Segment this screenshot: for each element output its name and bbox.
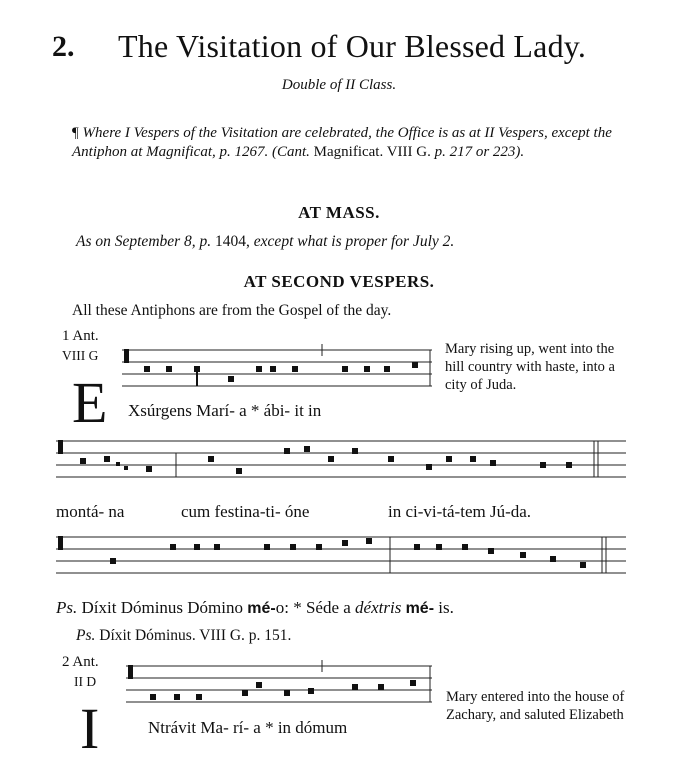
feast-number: 2. (52, 30, 75, 63)
antiphon1-label: 1 Ant. (62, 328, 99, 344)
antiphon1-lyric-line1: Xsúrgens Marí- a * ábi- it in (128, 401, 322, 420)
antiphon2-translation: Mary entered into the house of Zachary, and saluted Elizabeth (446, 689, 625, 723)
mass-text-a: As on September 8, p. (76, 233, 212, 250)
mass-text-c: except what is proper for July 2. (253, 233, 455, 250)
mass-text-b: 1404, (215, 233, 250, 250)
antiphon1-initial: E (72, 370, 108, 435)
antiphon2-label: 2 Ant. (62, 654, 99, 670)
psalm1-text-a: Díxit Dóminus Dómino (81, 598, 244, 617)
antiphon2-initial: I (80, 696, 100, 761)
psalm1-ps: Ps. (56, 598, 78, 617)
feast-rank: Double of II Class. (281, 77, 397, 93)
rubric-page: p. 217 or 223). (434, 144, 525, 160)
psalm1-text-f: is. (438, 598, 454, 617)
psalm1-text-c: o: * Séde a (275, 598, 351, 617)
antiphon1-lyric-b: cum festina-ti- óne (181, 502, 310, 521)
psalm1-text-b: mé- (247, 600, 276, 617)
antiphon1-lyric-a: montá- na (56, 502, 125, 521)
rubric-canticle: Magnificat. VIII G. (313, 144, 431, 160)
antiphon1-lyric-c: in ci-vi-tá-tem Jú-da. (388, 502, 532, 521)
vespers-heading: AT SECOND VESPERS. (243, 272, 435, 291)
psalm1-text-d: déxtris (355, 598, 402, 617)
antiphon1-mode: VIII G (62, 348, 99, 363)
rubric-mark: ¶ (72, 125, 79, 141)
antiphon2-mode: II D (74, 674, 97, 689)
rubric-text: Where I Vespers of the Visitation are celebrated, the Office is as at II Vespers, except the Antiphon at Magnificat, p. 1267. (Cant. (72, 125, 612, 160)
vespers-note: All these Antiphons are from the Gospel of the day. (72, 302, 392, 319)
mass-heading: AT MASS. (298, 203, 380, 222)
feast-title: The Visitation of Our Blessed Lady. (118, 28, 587, 64)
psalm1-text-e: mé- (405, 600, 435, 617)
psalm1-ref-text: Díxit Dóminus. VIII G. p. 151. (99, 627, 292, 644)
psalm1-ref-ps: Ps. (76, 627, 96, 644)
antiphon1-translation: Mary rising up, went into the hill country with haste, into a city of Juda. (445, 341, 615, 393)
antiphon2-lyric-line1: Ntrávit Ma- rí- a * in dómum (148, 718, 348, 737)
